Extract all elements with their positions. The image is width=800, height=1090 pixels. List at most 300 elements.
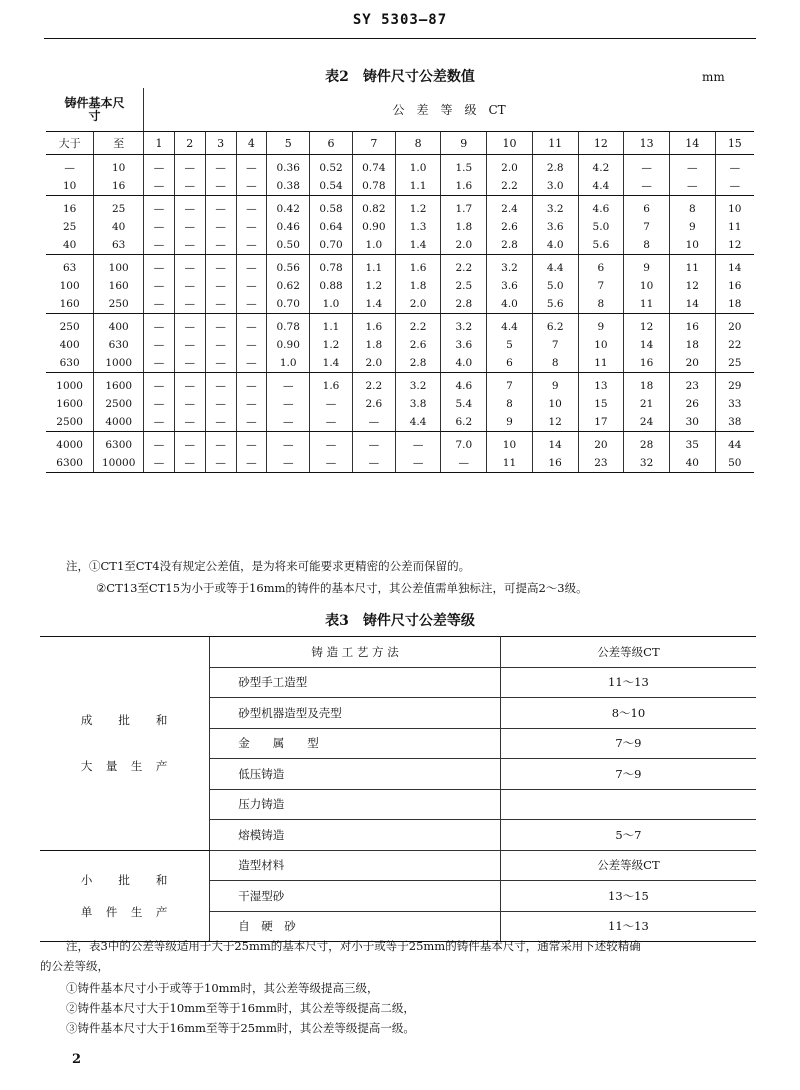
tolerance-cell: — bbox=[205, 354, 236, 373]
size-to-cell: 160 bbox=[94, 277, 144, 295]
tolerance-cell: 1.8 bbox=[441, 218, 487, 236]
tolerance-cell: 1.2 bbox=[352, 277, 395, 295]
tolerance-cell: 2.8 bbox=[532, 155, 578, 178]
tolerance-cell: — bbox=[205, 413, 236, 432]
tolerance-cell: — bbox=[267, 413, 310, 432]
tolerance-cell: 0.78 bbox=[267, 314, 310, 337]
size-from-cell: 16 bbox=[46, 196, 94, 219]
tolerance-cell: 20 bbox=[578, 432, 624, 455]
tolerance-cell: — bbox=[144, 336, 175, 354]
tolerance-cell: — bbox=[236, 295, 267, 314]
tolerance-cell: 12 bbox=[624, 314, 670, 337]
tolerance-cell: 0.78 bbox=[352, 177, 395, 196]
tolerance-cell: 0.74 bbox=[352, 155, 395, 178]
tolerance-cell: 28 bbox=[624, 432, 670, 455]
tolerance-cell: 11 bbox=[487, 454, 533, 473]
tolerance-cell: 4.2 bbox=[578, 155, 624, 178]
tolerance-cell: — bbox=[624, 177, 670, 196]
tolerance-cell: 1.1 bbox=[352, 255, 395, 278]
tolerance-cell: 7 bbox=[532, 336, 578, 354]
col-greater-than: 大于 bbox=[46, 132, 94, 155]
table-row bbox=[46, 218, 754, 236]
tolerance-cell: — bbox=[669, 155, 715, 178]
tolerance-cell: 1.0 bbox=[310, 295, 353, 314]
tolerance-cell: 13 bbox=[578, 373, 624, 396]
size-from-cell: — bbox=[46, 155, 94, 178]
tolerance-cell: 0.38 bbox=[267, 177, 310, 196]
tolerance-cell: 2.5 bbox=[441, 277, 487, 295]
tolerance-cell: 4.4 bbox=[578, 177, 624, 196]
tolerance-cell: — bbox=[205, 255, 236, 278]
tolerance-cell: — bbox=[144, 236, 175, 255]
tolerance-cell: — bbox=[236, 196, 267, 219]
grade-col-header: 13 bbox=[624, 132, 670, 155]
tolerance-cell: — bbox=[144, 373, 175, 396]
tolerance-cell: 4.4 bbox=[532, 255, 578, 278]
tolerance-cell: — bbox=[205, 177, 236, 196]
tolerance-cell: — bbox=[236, 373, 267, 396]
tolerance-cell: — bbox=[144, 314, 175, 337]
tolerance-cell: 33 bbox=[728, 398, 742, 410]
size-from-cell: 160 bbox=[46, 295, 94, 314]
table2-note-2: ②CT13至CT15为小于或等于16mm的铸件的基本尺寸，其公差值需单独标注，可提高2～3级。 bbox=[96, 581, 588, 595]
group-small-line1: 小 批 和 bbox=[80, 872, 169, 887]
size-from-cell: 1600 bbox=[46, 395, 94, 413]
tolerance-cell: 9 bbox=[532, 373, 578, 396]
tolerance-cell: — bbox=[205, 432, 236, 455]
table3-title: 表3 铸件尺寸公差等级 bbox=[325, 613, 475, 629]
tolerance-cell: 1.6 bbox=[310, 373, 353, 396]
document-code: SY 5303—87 bbox=[352, 12, 448, 28]
grade-col-header: 1 bbox=[144, 132, 175, 155]
method-cell: 低压铸造 bbox=[210, 759, 501, 790]
tolerance-cell: 2.6 bbox=[352, 395, 395, 413]
size-to-cell: 250 bbox=[94, 295, 144, 314]
tolerance-grade-table bbox=[40, 636, 756, 942]
tolerance-cell: 3.2 bbox=[487, 255, 533, 278]
tolerance-cell: — bbox=[669, 177, 715, 196]
tolerance-cell: 29 bbox=[728, 380, 742, 392]
tolerance-cell: 8 bbox=[669, 196, 715, 219]
tolerance-cell: 23 bbox=[578, 454, 624, 473]
tolerance-cell: 1.8 bbox=[352, 336, 395, 354]
tolerance-cell: 14 bbox=[728, 262, 742, 274]
tolerance-cell: 4.0 bbox=[532, 236, 578, 255]
tolerance-cell: — bbox=[205, 395, 236, 413]
tolerance-cell: — bbox=[236, 413, 267, 432]
tolerance-cell: 10 bbox=[578, 336, 624, 354]
tolerance-cell: 0.70 bbox=[267, 295, 310, 314]
tolerance-cell: 0.90 bbox=[267, 336, 310, 354]
tolerance-cell: — bbox=[144, 177, 175, 196]
tolerance-cell: 1.1 bbox=[310, 314, 353, 337]
tolerance-cell: 17 bbox=[578, 413, 624, 432]
tolerance-cell: 3.2 bbox=[532, 196, 578, 219]
tolerance-cell: — bbox=[236, 155, 267, 178]
size-to-cell: 100 bbox=[94, 255, 144, 278]
size-to-cell: 40 bbox=[94, 218, 144, 236]
tolerance-cell: 1.0 bbox=[395, 155, 441, 178]
grade-header-2: 公差等级CT bbox=[500, 850, 756, 881]
size-from-cell: 1000 bbox=[46, 373, 94, 396]
tolerance-cell: 5.0 bbox=[578, 218, 624, 236]
tolerance-cell: — bbox=[174, 177, 205, 196]
col-up-to: 至 bbox=[94, 132, 144, 155]
tolerance-cell: — bbox=[144, 196, 175, 219]
tolerance-cell: 4.4 bbox=[395, 413, 441, 432]
grade-col-header: 11 bbox=[532, 132, 578, 155]
grade-cell: 7～9 bbox=[500, 728, 756, 759]
tolerance-cell: — bbox=[624, 155, 670, 178]
tolerance-cell: 14 bbox=[669, 295, 715, 314]
grade-cell: 7～9 bbox=[500, 759, 756, 790]
tolerance-cell: — bbox=[395, 432, 441, 455]
table-row bbox=[46, 236, 754, 255]
tolerance-cell: 1.7 bbox=[441, 196, 487, 219]
tolerance-cell: 4.0 bbox=[487, 295, 533, 314]
tolerance-cell: 2.2 bbox=[487, 177, 533, 196]
tolerance-cell: 9 bbox=[669, 218, 715, 236]
tolerance-cell: 1.8 bbox=[395, 277, 441, 295]
tolerance-cell: 1.3 bbox=[395, 218, 441, 236]
tolerance-cell: 10 bbox=[728, 203, 742, 215]
tolerance-cell: — bbox=[310, 395, 353, 413]
size-from-cell: 4000 bbox=[46, 432, 94, 455]
method-cell: 砂型手工造型 bbox=[210, 667, 501, 698]
tolerance-cell: 6 bbox=[487, 354, 533, 373]
tolerance-cell: 3.2 bbox=[395, 373, 441, 396]
tolerance-cell: 16 bbox=[532, 454, 578, 473]
table3-note-2: 的公差等级， bbox=[40, 959, 109, 973]
size-from-cell: 40 bbox=[46, 236, 94, 255]
tolerance-cell: 24 bbox=[624, 413, 670, 432]
tolerance-cell: 15 bbox=[578, 395, 624, 413]
tolerance-cell: 1.2 bbox=[395, 196, 441, 219]
tolerance-cell: — bbox=[144, 255, 175, 278]
tolerance-cell: — bbox=[236, 255, 267, 278]
method-header: 铸 造 工 艺 方 法 bbox=[210, 637, 501, 668]
tolerance-cell: — bbox=[236, 395, 267, 413]
tolerance-cell: 2.2 bbox=[395, 314, 441, 337]
tolerance-cell: 14 bbox=[532, 432, 578, 455]
size-to-cell: 1600 bbox=[94, 373, 144, 396]
tolerance-cell: 2.2 bbox=[441, 255, 487, 278]
table2-note-1: 注，①CT1至CT4没有规定公差值，是为将来可能要求更精密的公差而保留的。 bbox=[66, 559, 471, 573]
tolerance-cell: — bbox=[144, 155, 175, 178]
size-to-cell: 4000 bbox=[94, 413, 144, 432]
grade-col-header: 6 bbox=[310, 132, 353, 155]
tolerance-cell: 2.0 bbox=[352, 354, 395, 373]
size-from-cell: 63 bbox=[46, 255, 94, 278]
table-row bbox=[46, 454, 754, 473]
tolerance-cell: — bbox=[236, 432, 267, 455]
tolerance-cell: 0.46 bbox=[267, 218, 310, 236]
tolerance-cell: 0.36 bbox=[267, 155, 310, 178]
tolerance-cell: — bbox=[144, 295, 175, 314]
tolerance-cell: — bbox=[174, 432, 205, 455]
tolerance-cell: 18 bbox=[624, 373, 670, 396]
tolerance-cell: — bbox=[352, 413, 395, 432]
tolerance-cell: 12 bbox=[669, 277, 715, 295]
tolerance-cell: 16 bbox=[728, 280, 742, 292]
tolerance-cell: — bbox=[174, 295, 205, 314]
tolerance-cell: 2.2 bbox=[352, 373, 395, 396]
tolerance-cell: — bbox=[174, 255, 205, 278]
grade-cell: 11～13 bbox=[500, 667, 756, 698]
tolerance-cell: — bbox=[352, 432, 395, 455]
tolerance-cell: — bbox=[236, 177, 267, 196]
tolerance-cell: — bbox=[352, 454, 395, 473]
tolerance-cell: 20 bbox=[669, 354, 715, 373]
tolerance-cell: 32 bbox=[624, 454, 670, 473]
tolerance-cell: 2.0 bbox=[395, 295, 441, 314]
tolerance-cell: 6 bbox=[578, 255, 624, 278]
table-row bbox=[46, 155, 754, 178]
tolerance-cell: 1.4 bbox=[352, 295, 395, 314]
group-small-batch bbox=[40, 850, 210, 942]
tolerance-cell: — bbox=[174, 236, 205, 255]
grade-header: 公差等级CT bbox=[500, 637, 756, 668]
tolerance-cell: — bbox=[267, 373, 310, 396]
tolerance-cell: 35 bbox=[669, 432, 715, 455]
grade-col-header: 10 bbox=[487, 132, 533, 155]
tolerance-cell: 11 bbox=[624, 295, 670, 314]
tolerance-cell: 22 bbox=[728, 339, 742, 351]
tolerance-cell: 1.2 bbox=[310, 336, 353, 354]
tolerance-cell: 9 bbox=[487, 413, 533, 432]
size-from-cell: 10 bbox=[46, 177, 94, 196]
tolerance-cell: 4.0 bbox=[441, 354, 487, 373]
tolerance-cell: 50 bbox=[715, 454, 754, 473]
size-from-cell: 250 bbox=[46, 314, 94, 337]
table-row bbox=[46, 314, 754, 337]
grade-cell bbox=[500, 789, 756, 820]
page-number: 2 bbox=[72, 1052, 82, 1067]
size-to-cell: 2500 bbox=[94, 395, 144, 413]
tolerance-cell: 12 bbox=[532, 413, 578, 432]
table3-note-1: 注，表3中的公差等级适用于大于25mm的基本尺寸，对小于或等于25mm的铸件基本尺寸，通常采用下述较精确 bbox=[66, 939, 641, 953]
table-row bbox=[46, 395, 754, 413]
tolerance-cell: — bbox=[236, 454, 267, 473]
tolerance-cell: 30 bbox=[669, 413, 715, 432]
table-row bbox=[46, 432, 754, 455]
method-cell: 砂型机器造型及壳型 bbox=[210, 698, 501, 729]
tolerance-cell: — bbox=[236, 236, 267, 255]
tolerance-cell: 5.0 bbox=[532, 277, 578, 295]
table-row bbox=[46, 196, 754, 219]
tolerance-cell: 10 bbox=[532, 395, 578, 413]
header-rule bbox=[44, 38, 756, 39]
tolerance-cell: 10 bbox=[624, 277, 670, 295]
grade-col-header: 5 bbox=[267, 132, 310, 155]
tolerance-cell: — bbox=[174, 155, 205, 178]
tolerance-cell: 2.0 bbox=[441, 236, 487, 255]
tolerance-cell: 18 bbox=[669, 336, 715, 354]
tolerance-cell: 6.2 bbox=[441, 413, 487, 432]
size-from-cell: 2500 bbox=[46, 413, 94, 432]
tolerance-cell: — bbox=[174, 454, 205, 473]
grade-cell: 13～15 bbox=[500, 881, 756, 912]
tolerance-cell: 0.58 bbox=[310, 196, 353, 219]
grade-col-header: 14 bbox=[669, 132, 715, 155]
tolerance-cell: — bbox=[174, 196, 205, 219]
grade-col-header: 8 bbox=[395, 132, 441, 155]
tolerance-cell: 10 bbox=[669, 236, 715, 255]
grade-col-header: 2 bbox=[174, 132, 205, 155]
tolerance-cell: 1.4 bbox=[395, 236, 441, 255]
tolerance-cell: — bbox=[236, 218, 267, 236]
tolerance-cell: — bbox=[267, 454, 310, 473]
tolerance-cell: 8 bbox=[487, 395, 533, 413]
size-from-cell: 630 bbox=[46, 354, 94, 373]
grade-col-header: 3 bbox=[205, 132, 236, 155]
tolerance-cell: 8 bbox=[624, 236, 670, 255]
material-cell: 干湿型砂 bbox=[210, 881, 501, 912]
size-from-cell: 400 bbox=[46, 336, 94, 354]
grade-col-header: 15 bbox=[715, 132, 754, 155]
tolerance-cell: 6.2 bbox=[532, 314, 578, 337]
grade-col-header: 4 bbox=[236, 132, 267, 155]
tolerance-cell: — bbox=[205, 336, 236, 354]
tolerance-cell: 7 bbox=[487, 373, 533, 396]
table-row bbox=[46, 354, 754, 373]
group-batch-line2: 大 量 生 产 bbox=[80, 759, 169, 774]
tolerance-cell: 9 bbox=[624, 255, 670, 278]
group-batch-line1: 成 批 和 bbox=[80, 713, 169, 728]
tolerance-cell: 20 bbox=[728, 321, 742, 333]
size-from-cell: 6300 bbox=[46, 454, 94, 473]
group-batch-mass bbox=[40, 637, 210, 851]
method-cell: 金 属 型 bbox=[210, 728, 501, 759]
tolerance-cell: — bbox=[310, 413, 353, 432]
tolerance-cell: 23 bbox=[669, 373, 715, 396]
tolerance-cell: 1.4 bbox=[310, 354, 353, 373]
basic-size-header: 铸件基本尺 寸 bbox=[46, 88, 144, 132]
tolerance-cell: — bbox=[441, 454, 487, 473]
grade-cell: 11～13 bbox=[500, 911, 756, 942]
tolerance-cell: 16 bbox=[624, 354, 670, 373]
tolerance-cell: 3.0 bbox=[532, 177, 578, 196]
tolerance-cell: — bbox=[174, 314, 205, 337]
material-cell: 自 硬 砂 bbox=[210, 911, 501, 942]
table-row bbox=[46, 413, 754, 432]
tolerance-cell: 1.6 bbox=[395, 255, 441, 278]
size-to-cell: 1000 bbox=[94, 354, 144, 373]
tolerance-cell: — bbox=[205, 454, 236, 473]
tolerance-cell: 9 bbox=[578, 314, 624, 337]
size-to-cell: 10000 bbox=[94, 454, 144, 473]
tolerance-cell: 11 bbox=[578, 354, 624, 373]
tolerance-cell: 4.6 bbox=[578, 196, 624, 219]
tolerance-cell: — bbox=[144, 218, 175, 236]
method-cell: 压力铸造 bbox=[210, 789, 501, 820]
tolerance-cell: 44 bbox=[728, 439, 742, 451]
tolerance-cell: 5 bbox=[487, 336, 533, 354]
tolerance-cell: 0.54 bbox=[310, 177, 353, 196]
tolerance-cell: 6 bbox=[624, 196, 670, 219]
tolerance-cell: 0.78 bbox=[310, 255, 353, 278]
tolerance-cell: — bbox=[236, 336, 267, 354]
tolerance-cell: — bbox=[174, 413, 205, 432]
tolerance-cell: 0.56 bbox=[267, 255, 310, 278]
tolerance-cell: — bbox=[205, 295, 236, 314]
tolerance-cell: — bbox=[205, 314, 236, 337]
tolerance-cell: 4.6 bbox=[441, 373, 487, 396]
size-to-cell: 63 bbox=[94, 236, 144, 255]
size-to-cell: 630 bbox=[94, 336, 144, 354]
tolerance-cell: 21 bbox=[624, 395, 670, 413]
tolerance-cell: — bbox=[395, 454, 441, 473]
grade-cell: 8～10 bbox=[500, 698, 756, 729]
tolerance-cell: 1.5 bbox=[441, 155, 487, 178]
tolerance-cell: — bbox=[205, 236, 236, 255]
tolerance-cell: 14 bbox=[624, 336, 670, 354]
tolerance-cell: — bbox=[267, 432, 310, 455]
tolerance-cell: 11 bbox=[728, 221, 742, 233]
tolerance-cell: — bbox=[310, 432, 353, 455]
table-row bbox=[46, 295, 754, 314]
tolerance-cell: — bbox=[174, 373, 205, 396]
tolerance-cell: 3.8 bbox=[395, 395, 441, 413]
tolerance-cell: — bbox=[144, 413, 175, 432]
tolerance-cell: — bbox=[174, 218, 205, 236]
tolerance-cell: 0.90 bbox=[352, 218, 395, 236]
tolerance-cell: 4.4 bbox=[487, 314, 533, 337]
table-row bbox=[46, 336, 754, 354]
tolerance-cell: 0.64 bbox=[310, 218, 353, 236]
tolerance-cell: 2.8 bbox=[441, 295, 487, 314]
tolerance-cell: 10 bbox=[487, 432, 533, 455]
tolerance-cell: — bbox=[205, 277, 236, 295]
tolerance-cell: — bbox=[205, 373, 236, 396]
tolerance-cell: — bbox=[144, 277, 175, 295]
table-row bbox=[46, 177, 754, 196]
tolerance-cell: 7 bbox=[578, 277, 624, 295]
tolerance-cell: — bbox=[729, 162, 741, 174]
tolerance-cell: 1.6 bbox=[352, 314, 395, 337]
tolerance-cell: — bbox=[267, 395, 310, 413]
tolerance-cell: — bbox=[174, 336, 205, 354]
table2-title: 表2 铸件尺寸公差数值 bbox=[325, 69, 475, 85]
tolerance-cell: 26 bbox=[669, 395, 715, 413]
tolerance-cell: 18 bbox=[715, 295, 754, 314]
table-row bbox=[46, 255, 754, 278]
table3-note-5: ③铸件基本尺寸大于16mm至等于25mm时，其公差等级提高一级。 bbox=[66, 1021, 415, 1035]
tolerance-cell: 2.0 bbox=[487, 155, 533, 178]
size-from-cell: 25 bbox=[46, 218, 94, 236]
tolerance-cell: 2.4 bbox=[487, 196, 533, 219]
tolerance-cell: 2.6 bbox=[395, 336, 441, 354]
tolerance-cell: 2.8 bbox=[487, 236, 533, 255]
tolerance-cell: 8 bbox=[532, 354, 578, 373]
tolerance-cell: 1.1 bbox=[395, 177, 441, 196]
tolerance-values-table bbox=[46, 88, 754, 473]
tolerance-cell: — bbox=[144, 395, 175, 413]
tolerance-cell: — bbox=[144, 354, 175, 373]
tolerance-cell: — bbox=[715, 177, 754, 196]
tolerance-cell: — bbox=[236, 314, 267, 337]
tolerance-cell: 2.8 bbox=[395, 354, 441, 373]
group-small-line2: 单 件 生 产 bbox=[80, 904, 169, 919]
tolerance-cell: — bbox=[205, 218, 236, 236]
tolerance-cell: 0.50 bbox=[267, 236, 310, 255]
tolerance-cell: 0.70 bbox=[310, 236, 353, 255]
tolerance-cell: 5.4 bbox=[441, 395, 487, 413]
tolerance-cell: 0.62 bbox=[267, 277, 310, 295]
tolerance-cell: 7 bbox=[624, 218, 670, 236]
grade-col-header: 12 bbox=[578, 132, 624, 155]
tolerance-grade-header: 公 差 等 级 CT bbox=[144, 88, 754, 132]
